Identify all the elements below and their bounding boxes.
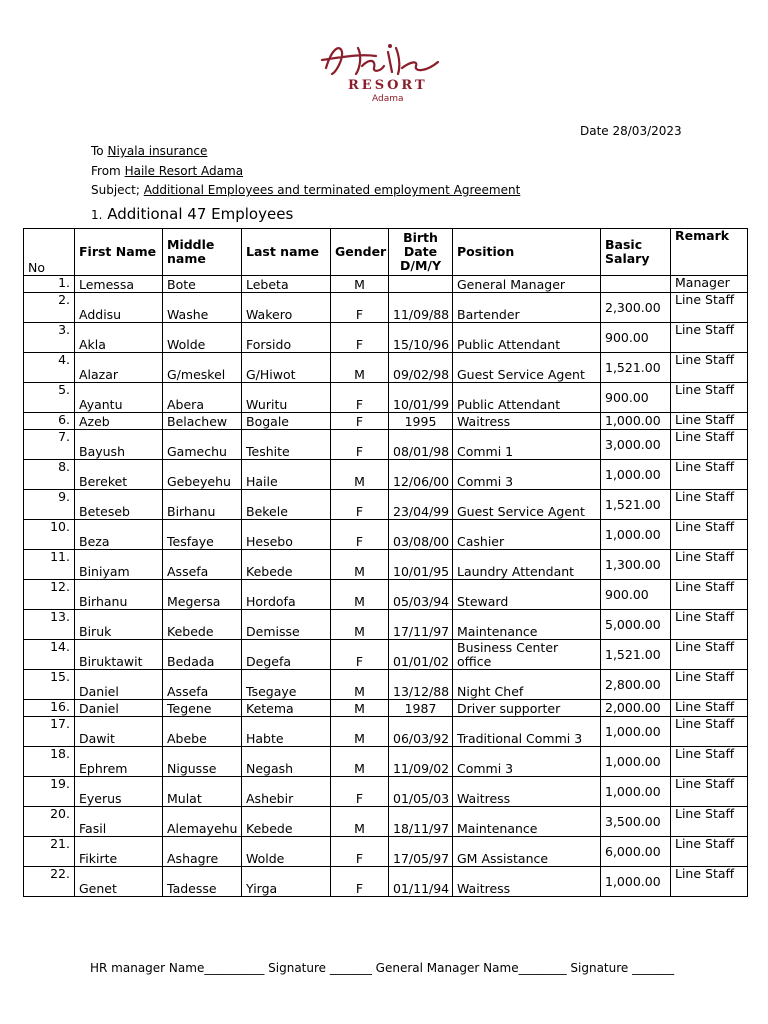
employee-table [23,228,748,897]
cell-position: Business Center office [453,640,601,670]
cell-first-name: Ayantu [75,383,163,413]
cell-birth-date: 15/10/96 [389,323,453,353]
cell-first-name: Daniel [75,670,163,700]
cell-first-name: Akla [75,323,163,353]
cell-last-name: Ashebir [242,777,331,807]
table-row [24,610,748,640]
cell-no: 19. [24,777,75,807]
cell-basic-salary: 6,000.00 [601,837,671,867]
cell-basic-salary: 900.00 [601,383,671,413]
cell-first-name: Fikirte [75,837,163,867]
cell-no: 14. [24,640,75,670]
cell-last-name: Kebede [242,807,331,837]
cell-basic-salary: 900.00 [601,323,671,353]
cell-remark: Line Staff [671,353,748,383]
cell-position: General Manager [453,276,601,293]
cell-first-name: Eyerus [75,777,163,807]
cell-gender: F [331,293,389,323]
cell-birth-date: 06/03/92 [389,717,453,747]
cell-remark: Line Staff [671,610,748,640]
cell-gender: M [331,610,389,640]
cell-remark: Line Staff [671,490,748,520]
col-header-position: Position [453,229,601,276]
cell-no: 17. [24,717,75,747]
cell-middle-name: Mulat [163,777,242,807]
cell-basic-salary: 1,000.00 [601,717,671,747]
cell-no: 8. [24,460,75,490]
cell-birth-date: 17/11/97 [389,610,453,640]
section-title: Additional 47 Employees [107,205,294,223]
cell-remark: Line Staff [671,323,748,353]
table-row [24,747,748,777]
cell-gender: F [331,383,389,413]
table-row [24,550,748,580]
cell-last-name: Lebeta [242,276,331,293]
cell-middle-name: Megersa [163,580,242,610]
cell-gender: M [331,700,389,717]
cell-middle-name: Tesfaye [163,520,242,550]
cell-gender: F [331,430,389,460]
cell-middle-name: Assefa [163,550,242,580]
cell-birth-date: 01/11/94 [389,867,453,897]
col-header-gender: Gender [331,229,389,276]
table-row [24,807,748,837]
cell-birth-date: 17/05/97 [389,837,453,867]
cell-birth-date: 23/04/99 [389,490,453,520]
cell-middle-name: Nigusse [163,747,242,777]
cell-first-name: Bayush [75,430,163,460]
table-row [24,640,748,670]
cell-first-name: Lemessa [75,276,163,293]
cell-no: 4. [24,353,75,383]
from-line [91,164,243,178]
cell-middle-name: G/meskel [163,353,242,383]
table-row [24,460,748,490]
cell-middle-name: Bedada [163,640,242,670]
cell-remark: Line Staff [671,807,748,837]
cell-position: Public Attendant [453,323,601,353]
to-label: To [91,144,104,158]
cell-position: Maintenance [453,610,601,640]
cell-remark: Line Staff [671,700,748,717]
cell-gender: M [331,276,389,293]
from-value: Haile Resort Adama [124,164,244,178]
cell-birth-date: 09/02/98 [389,353,453,383]
cell-no: 7. [24,430,75,460]
cell-position: Steward [453,580,601,610]
cell-birth-date: 12/06/00 [389,460,453,490]
cell-remark: Manager [671,276,748,293]
cell-gender: M [331,353,389,383]
col-header-basic-salary: Basic Salary [601,229,671,276]
table-row [24,293,748,323]
cell-no: 13. [24,610,75,640]
cell-first-name: Alazar [75,353,163,383]
cell-first-name: Daniel [75,700,163,717]
signature-footer: HR manager Name__________ Signature _______ General Manager Name________ Signature _______ [90,961,675,975]
cell-position: Waitress [453,867,601,897]
cell-middle-name: Abera [163,383,242,413]
cell-position: Waitress [453,777,601,807]
cell-no: 16. [24,700,75,717]
subject-line [91,183,520,197]
cell-gender: F [331,777,389,807]
cell-middle-name: Tadesse [163,867,242,897]
cell-gender: M [331,717,389,747]
cell-basic-salary: 2,000.00 [601,700,671,717]
cell-no: 5. [24,383,75,413]
cell-birth-date: 18/11/97 [389,807,453,837]
cell-last-name: Hesebo [242,520,331,550]
cell-middle-name: Gamechu [163,430,242,460]
cell-gender: M [331,807,389,837]
logo-name: RESORT [348,78,428,93]
cell-birth-date: 10/01/95 [389,550,453,580]
cell-position: Commi 1 [453,430,601,460]
table-row [24,276,748,293]
cell-remark: Line Staff [671,550,748,580]
cell-last-name: Wolde [242,837,331,867]
cell-remark: Line Staff [671,520,748,550]
cell-basic-salary: 2,800.00 [601,670,671,700]
cell-birth-date: 03/08/00 [389,520,453,550]
cell-no: 15. [24,670,75,700]
cell-first-name: Biniyam [75,550,163,580]
cell-basic-salary: 1,521.00 [601,353,671,383]
cell-birth-date: 05/03/94 [389,580,453,610]
cell-remark: Line Staff [671,383,748,413]
table-row [24,700,748,717]
cell-remark: Line Staff [671,747,748,777]
table-row [24,777,748,807]
cell-birth-date: 13/12/88 [389,670,453,700]
cell-remark: Line Staff [671,670,748,700]
cell-birth-date [389,276,453,293]
cell-no: 11. [24,550,75,580]
cell-last-name: Yirga [242,867,331,897]
table-row [24,580,748,610]
table-header-row [24,229,748,276]
cell-gender: F [331,867,389,897]
cell-no: 9. [24,490,75,520]
cell-remark: Line Staff [671,460,748,490]
cell-no: 20. [24,807,75,837]
cell-basic-salary: 1,000.00 [601,747,671,777]
col-header-remark: Remark [671,229,748,276]
table-row [24,520,748,550]
cell-basic-salary: 1,521.00 [601,640,671,670]
cell-basic-salary: 1,000.00 [601,460,671,490]
cell-first-name: Ephrem [75,747,163,777]
cell-gender: F [331,520,389,550]
cell-basic-salary: 1,000.00 [601,413,671,430]
cell-birth-date: 08/01/98 [389,430,453,460]
table-row [24,430,748,460]
col-header-first-name: First Name [75,229,163,276]
cell-middle-name: Abebe [163,717,242,747]
cell-position: Driver supporter [453,700,601,717]
cell-last-name: Demisse [242,610,331,640]
cell-middle-name: Birhanu [163,490,242,520]
cell-first-name: Addisu [75,293,163,323]
cell-position: Public Attendant [453,383,601,413]
cell-basic-salary: 1,000.00 [601,867,671,897]
cell-remark: Line Staff [671,413,748,430]
cell-remark: Line Staff [671,293,748,323]
cell-first-name: Fasil [75,807,163,837]
table-row [24,383,748,413]
cell-basic-salary: 5,000.00 [601,610,671,640]
cell-gender: M [331,747,389,777]
cell-first-name: Beza [75,520,163,550]
cell-gender: M [331,460,389,490]
cell-first-name: Biruktawit [75,640,163,670]
cell-middle-name: Assefa [163,670,242,700]
col-header-last-name: Last name [242,229,331,276]
to-value: Niyala insurance [107,144,208,158]
cell-basic-salary: 2,300.00 [601,293,671,323]
cell-last-name: Bekele [242,490,331,520]
cell-remark: Line Staff [671,430,748,460]
cell-remark: Line Staff [671,640,748,670]
section-heading [91,205,293,223]
cell-middle-name: Bote [163,276,242,293]
cell-last-name: Wuritu [242,383,331,413]
cell-birth-date: 1987 [389,700,453,717]
cell-basic-salary: 1,521.00 [601,490,671,520]
cell-birth-date: 11/09/88 [389,293,453,323]
to-line [91,144,207,158]
cell-last-name: Forsido [242,323,331,353]
cell-no: 6. [24,413,75,430]
table-row [24,867,748,897]
cell-remark: Line Staff [671,867,748,897]
cell-last-name: Degefa [242,640,331,670]
cell-middle-name: Washe [163,293,242,323]
cell-gender: F [331,413,389,430]
col-header-middle-name: Middle name [163,229,242,276]
cell-no: 2. [24,293,75,323]
cell-position: Laundry Attendant [453,550,601,580]
cell-middle-name: Kebede [163,610,242,640]
cell-birth-date: 01/05/03 [389,777,453,807]
cell-position: Cashier [453,520,601,550]
cell-no: 3. [24,323,75,353]
col-header-birth-date: Birth Date D/M/Y [389,229,453,276]
section-number: 1. [91,208,103,222]
letter-date: Date 28/03/2023 [580,124,682,138]
cell-position: Guest Service Agent [453,490,601,520]
cell-basic-salary: 900.00 [601,580,671,610]
cell-no: 1. [24,276,75,293]
cell-position: Night Chef [453,670,601,700]
table-row [24,837,748,867]
cell-position: Bartender [453,293,601,323]
cell-gender: M [331,550,389,580]
cell-remark: Line Staff [671,717,748,747]
cell-middle-name: Belachew [163,413,242,430]
cell-basic-salary: 3,500.00 [601,807,671,837]
cell-basic-salary: 1,000.00 [601,520,671,550]
cell-last-name: G/Hiwot [242,353,331,383]
cell-first-name: Biruk [75,610,163,640]
cell-position: GM Assistance [453,837,601,867]
cell-no: 18. [24,747,75,777]
cell-birth-date: 10/01/99 [389,383,453,413]
cell-last-name: Habte [242,717,331,747]
cell-first-name: Birhanu [75,580,163,610]
cell-basic-salary [601,276,671,293]
cell-no: 10. [24,520,75,550]
cell-no: 22. [24,867,75,897]
cell-remark: Line Staff [671,580,748,610]
cell-position: Commi 3 [453,460,601,490]
cell-last-name: Wakero [242,293,331,323]
cell-gender: F [331,490,389,520]
cell-gender: F [331,837,389,867]
cell-basic-salary: 1,000.00 [601,777,671,807]
cell-gender: F [331,323,389,353]
cell-last-name: Teshite [242,430,331,460]
cell-last-name: Tsegaye [242,670,331,700]
employee-table-body [24,276,748,897]
cell-birth-date: 1995 [389,413,453,430]
cell-remark: Line Staff [671,777,748,807]
subject-label: Subject; [91,183,140,197]
company-logo [318,38,448,110]
cell-basic-salary: 1,300.00 [601,550,671,580]
cell-basic-salary: 3,000.00 [601,430,671,460]
cell-last-name: Haile [242,460,331,490]
cell-first-name: Bereket [75,460,163,490]
cell-position: Maintenance [453,807,601,837]
from-label: From [91,164,121,178]
cell-gender: M [331,580,389,610]
cell-last-name: Hordofa [242,580,331,610]
logo-city: Adama [372,94,404,104]
cell-position: Commi 3 [453,747,601,777]
table-row [24,490,748,520]
logo-script-mark [318,38,448,82]
cell-first-name: Azeb [75,413,163,430]
cell-first-name: Genet [75,867,163,897]
table-row [24,670,748,700]
cell-middle-name: Gebeyehu [163,460,242,490]
subject-value: Additional Employees and terminated employment Agreement [143,183,521,197]
cell-first-name: Beteseb [75,490,163,520]
cell-no: 12. [24,580,75,610]
cell-birth-date: 11/09/02 [389,747,453,777]
cell-remark: Line Staff [671,837,748,867]
cell-middle-name: Tegene [163,700,242,717]
cell-middle-name: Alemayehu [163,807,242,837]
cell-position: Traditional Commi 3 [453,717,601,747]
table-row [24,413,748,430]
cell-position: Guest Service Agent [453,353,601,383]
cell-gender: F [331,640,389,670]
cell-last-name: Kebede [242,550,331,580]
cell-last-name: Ketema [242,700,331,717]
cell-middle-name: Wolde [163,323,242,353]
cell-middle-name: Ashagre [163,837,242,867]
col-header-no: No [24,229,75,276]
cell-last-name: Negash [242,747,331,777]
cell-position: Waitress [453,413,601,430]
cell-gender: M [331,670,389,700]
cell-first-name: Dawit [75,717,163,747]
table-row [24,353,748,383]
table-row [24,717,748,747]
cell-birth-date: 01/01/02 [389,640,453,670]
cell-no: 21. [24,837,75,867]
table-row [24,323,748,353]
cell-last-name: Bogale [242,413,331,430]
